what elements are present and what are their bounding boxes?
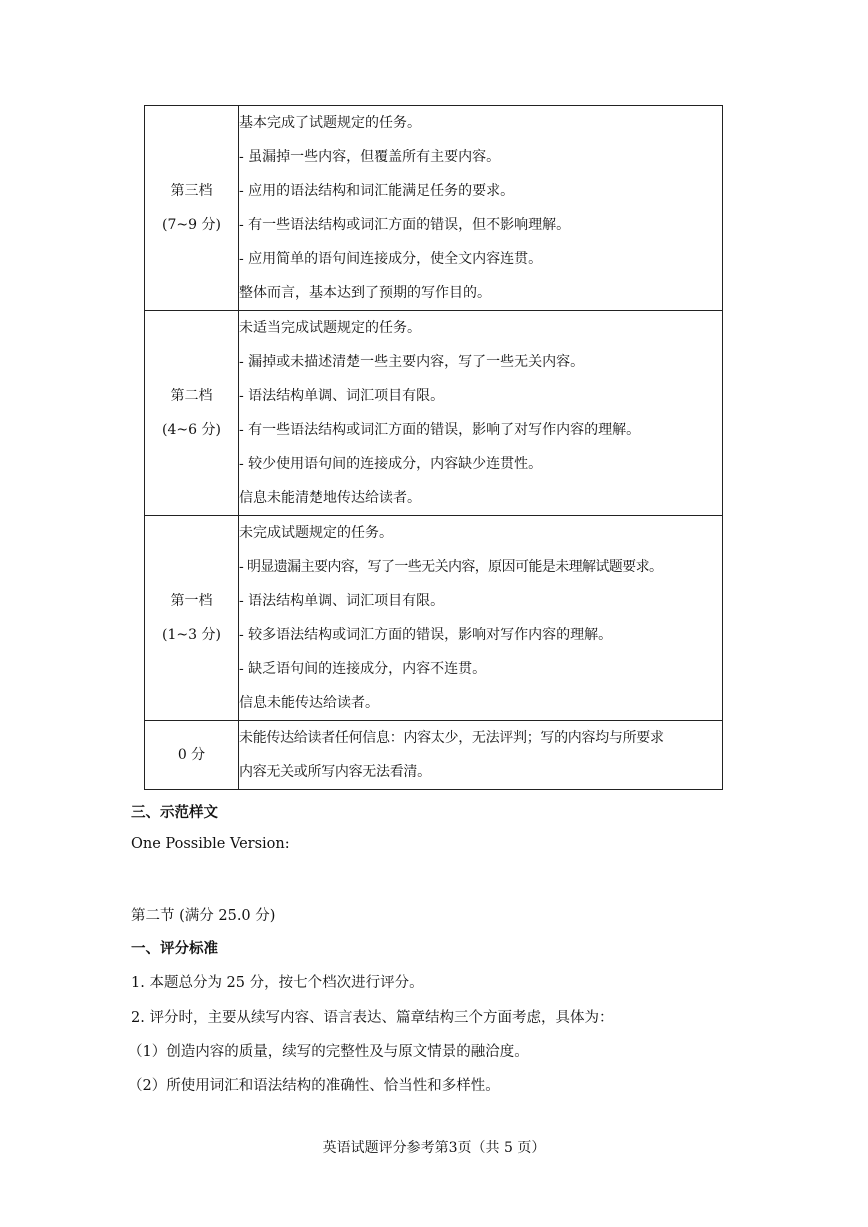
- rubric-description-cell: [239, 311, 723, 516]
- rubric-line: 基本完成了试题规定的任务。: [239, 115, 421, 131]
- rubric-line: - 语法结构单调、词汇项目有限。: [239, 388, 445, 404]
- criteria-item: 2. 评分时，主要从续写内容、语言表达、篇章结构三个方面考虑，具体为：: [131, 1010, 614, 1026]
- rubric-level-name: 第二档: [170, 388, 213, 404]
- rubric-line: 未适当完成试题规定的任务。: [239, 320, 421, 336]
- section-heading-sample: 三、示范样文: [131, 804, 218, 821]
- rubric-line: 未能传达给读者任何信息：内容太少，无法评判；写的内容均与所要求: [239, 730, 664, 746]
- rubric-level-name: 0 分: [177, 747, 206, 763]
- rubric-row-level-3: [145, 106, 723, 311]
- rubric-line: - 虽漏掉一些内容，但覆盖所有主要内容。: [239, 149, 501, 165]
- rubric-level-name: 第三档: [170, 183, 213, 199]
- criteria-item: （1）创造内容的质量，续写的完整性及与原文情景的融洽度。: [128, 1044, 529, 1060]
- criteria-item: 1. 本题总分为 25 分，按七个档次进行评分。: [131, 975, 424, 991]
- rubric-description-cell: [239, 106, 723, 311]
- rubric-line: - 有一些语法结构或词汇方面的错误，影响了对写作内容的理解。: [239, 422, 641, 438]
- sample-version-label: One Possible Version:: [131, 836, 290, 852]
- criteria-item: （2）所使用词汇和语法结构的准确性、恰当性和多样性。: [128, 1078, 500, 1094]
- rubric-line: - 明显遗漏主要内容，写了一些无关内容，原因可能是未理解试题要求。: [239, 559, 663, 575]
- rubric-line: 内容无关或所写内容无法看清。: [239, 764, 431, 780]
- rubric-description-cell: [239, 721, 723, 790]
- rubric-level-range: (1~3 分): [162, 627, 221, 643]
- rubric-line: 信息未能清楚地传达给读者。: [239, 490, 421, 506]
- rubric-level-cell: [145, 721, 239, 790]
- rubric-line: - 较少使用语句间的连接成分，内容缺少连贯性。: [239, 456, 543, 472]
- rubric-line: - 语法结构单调、词汇项目有限。: [239, 593, 445, 609]
- rubric-level-cell: [145, 516, 239, 721]
- rubric-line: - 有一些语法结构或词汇方面的错误，但不影响理解。: [239, 217, 571, 233]
- rubric-line: 整体而言，基本达到了预期的写作目的。: [239, 285, 491, 301]
- rubric-row-level-0: [145, 721, 723, 790]
- rubric-row-level-1: [145, 516, 723, 721]
- rubric-line: - 较多语法结构或词汇方面的错误，影响对写作内容的理解。: [239, 627, 613, 643]
- rubric-line: 未完成试题规定的任务。: [239, 525, 393, 541]
- page-footer: 英语试题评分参考第3页（共 5 页）: [322, 1140, 546, 1156]
- rubric-description-cell: [239, 516, 723, 721]
- rubric-level-range: (7~9 分): [162, 217, 221, 233]
- rubric-row-level-2: [145, 311, 723, 516]
- rubric-line: - 应用的语法结构和词汇能满足任务的要求。: [239, 183, 515, 199]
- rubric-line: 信息未能传达给读者。: [239, 695, 379, 711]
- rubric-line: - 应用简单的语句间连接成分，使全文内容连贯。: [239, 251, 543, 267]
- rubric-line: - 缺乏语句间的连接成分，内容不连贯。: [239, 661, 487, 677]
- rubric-level-range: (4~6 分): [162, 422, 221, 438]
- rubric-level-cell: [145, 106, 239, 311]
- rubric-line: - 漏掉或未描述清楚一些主要内容，写了一些无关内容。: [239, 354, 585, 370]
- rubric-level-name: 第一档: [170, 593, 213, 609]
- rubric-level-cell: [145, 311, 239, 516]
- scoring-rubric-table: [144, 105, 723, 790]
- section-heading-criteria: 一、评分标准: [131, 940, 218, 957]
- part-heading: 第二节 (满分 25.0 分): [131, 908, 276, 924]
